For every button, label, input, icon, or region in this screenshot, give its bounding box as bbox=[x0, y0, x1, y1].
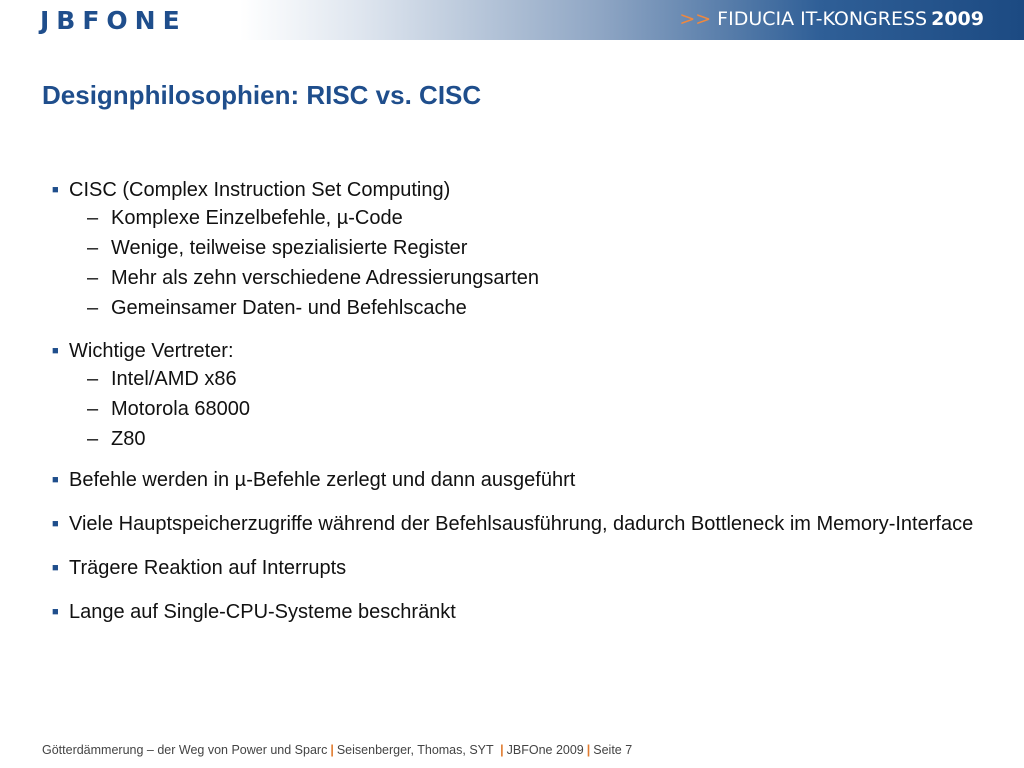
bullet-text: Trägere Reaktion auf Interrupts bbox=[69, 557, 347, 579]
congress-year: 2009 bbox=[931, 8, 984, 30]
square-bullet-icon: ■ bbox=[52, 474, 59, 486]
square-bullet-icon: ■ bbox=[52, 345, 59, 357]
bullet-text: Wichtige Vertreter: bbox=[69, 340, 234, 362]
bullet-item bbox=[52, 339, 982, 454]
sub-bullet-text: Intel/AMD x86 bbox=[111, 368, 237, 390]
square-bullet-icon: ■ bbox=[52, 562, 59, 574]
footer-topic: Götterdämmerung – der Weg von Power und Sparc bbox=[42, 743, 328, 757]
bullet-text: Befehle werden in µ-Befehle zerlegt und dann ausgeführt bbox=[69, 469, 576, 491]
dash-icon: – bbox=[87, 398, 99, 420]
bullet-item bbox=[52, 600, 982, 625]
dash-icon: – bbox=[87, 368, 99, 390]
bullet-text: Lange auf Single-CPU-Systeme beschränkt bbox=[69, 601, 456, 623]
dash-icon: – bbox=[87, 428, 99, 450]
square-bullet-icon: ■ bbox=[52, 184, 59, 196]
sub-list bbox=[69, 364, 982, 454]
sub-bullet-text: Komplexe Einzelbefehle, µ-Code bbox=[111, 207, 403, 229]
sub-bullet-text: Wenige, teilweise spezialisierte Register bbox=[111, 237, 468, 259]
bullet-item bbox=[52, 512, 982, 537]
dash-icon: – bbox=[87, 237, 99, 259]
double-chevron-icon: >> bbox=[679, 8, 712, 30]
square-bullet-icon: ■ bbox=[52, 606, 59, 618]
bullet-text: Viele Hauptspeicherzugriffe während der Befehlsausführung, dadurch Bottleneck im Memory-Interface bbox=[69, 513, 974, 535]
footer-event: JBFOne 2009 bbox=[506, 743, 584, 757]
dash-icon: – bbox=[87, 267, 99, 289]
sub-bullet-text: Mehr als zehn verschiedene Adressierungsarten bbox=[111, 267, 540, 289]
bullet-item bbox=[52, 178, 982, 323]
bullet-list bbox=[52, 178, 982, 635]
slide-header bbox=[0, 0, 1024, 40]
sub-bullet-text: Z80 bbox=[111, 428, 146, 450]
bullet-item bbox=[52, 556, 982, 581]
dash-icon: – bbox=[87, 297, 99, 319]
congress-name: FIDUCIA IT-KONGRESS bbox=[717, 8, 928, 30]
footer-separator: | bbox=[586, 743, 591, 757]
sub-bullet-text: Gemeinsamer Daten- und Befehlscache bbox=[111, 297, 467, 319]
footer-separator: | bbox=[496, 743, 504, 757]
sub-bullet-text: Motorola 68000 bbox=[111, 398, 250, 420]
congress-banner bbox=[679, 8, 984, 34]
bullet-text: CISC (Complex Instruction Set Computing) bbox=[69, 179, 451, 201]
footer-page-number: Seite 7 bbox=[593, 743, 633, 757]
footer-separator: | bbox=[330, 743, 334, 757]
jbfone-logo: JBFONE bbox=[40, 6, 187, 35]
footer-author: Seisenberger, Thomas, SYT bbox=[336, 743, 494, 757]
slide-title: Designphilosophien: RISC vs. CISC bbox=[42, 80, 482, 110]
square-bullet-icon: ■ bbox=[52, 518, 59, 530]
sub-list bbox=[69, 203, 982, 323]
bullet-item bbox=[52, 468, 982, 493]
dash-icon: – bbox=[87, 207, 99, 229]
slide-footer bbox=[42, 743, 982, 757]
